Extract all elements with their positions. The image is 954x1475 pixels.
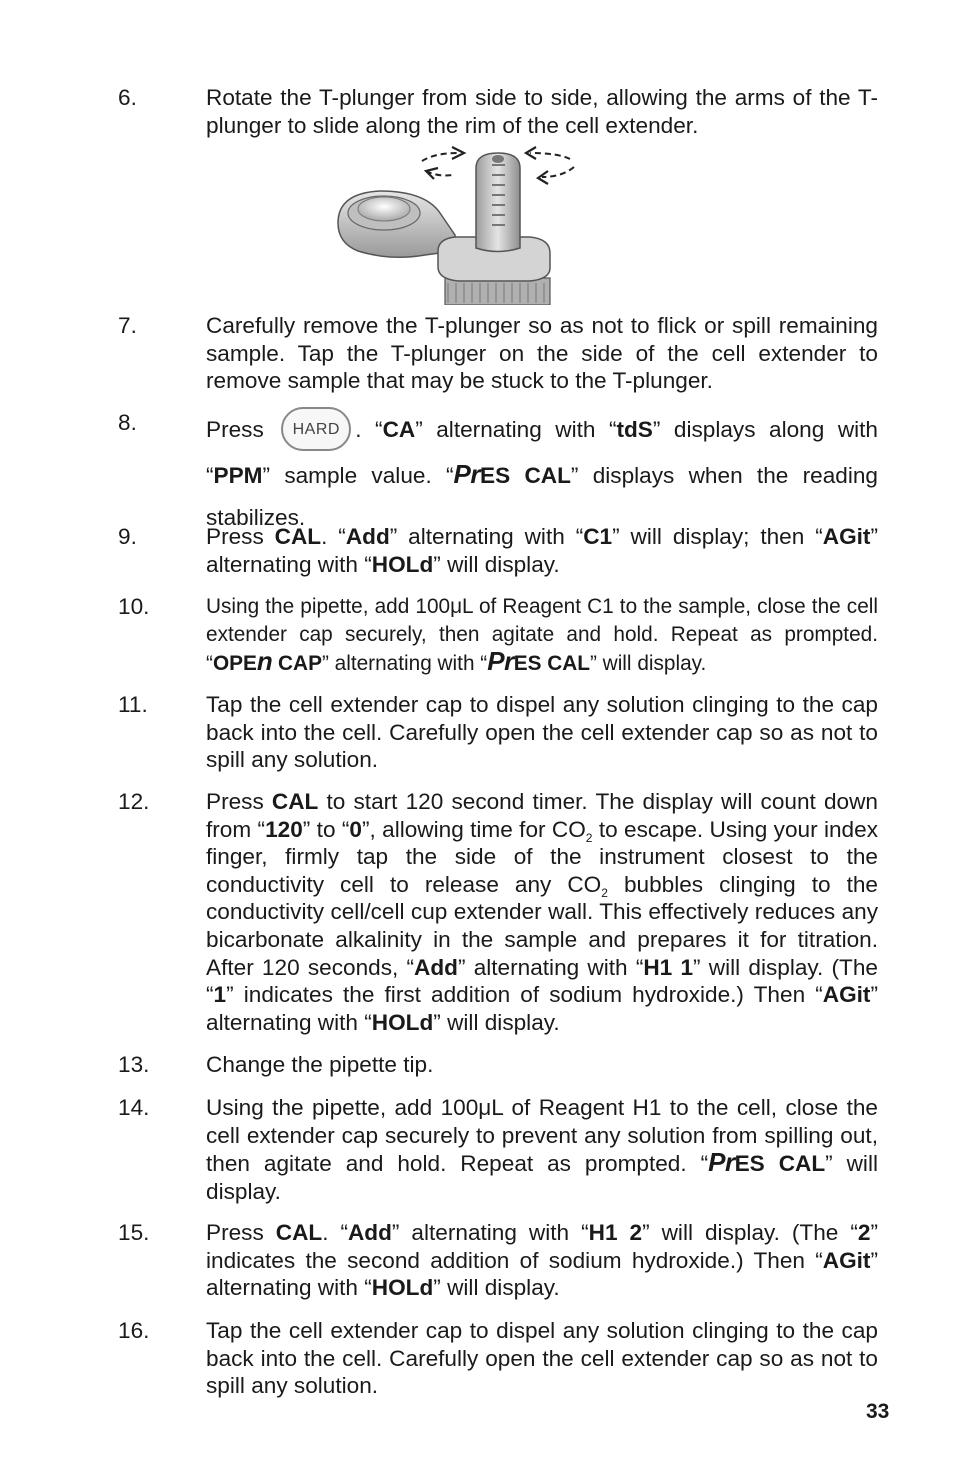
text-run: ” displays when the reading stabilizes. [206, 463, 878, 531]
text-run: ” indicates the second addition of sodium hydroxide.) Then “ [206, 1220, 878, 1273]
display-code: H1 2 [588, 1220, 643, 1245]
text-run: Press [206, 1220, 276, 1245]
text-run: ” alternating with “ [391, 1220, 589, 1245]
display-code: 2 [857, 1220, 871, 1245]
display-code: HOLd [371, 1275, 434, 1301]
hard-button-icon: HARD [281, 407, 351, 451]
display-code: Add [345, 524, 390, 549]
step-text [206, 1219, 878, 1302]
text-run: ” will display. [433, 551, 560, 577]
step-text [206, 1317, 878, 1400]
text-run: ” alternating with “ [389, 524, 584, 549]
text-run: Rotate the T-plunger from side to side, allowing the arms of the T-plunger to slide along the rim of the cell extender. [206, 85, 878, 138]
step-number: 8. [118, 410, 137, 435]
text-run: Tap the cell extender cap to dispel any solution clinging to the cap back into the cell. Carefully open the cell extender cap so as not to spill any solution. [206, 1318, 878, 1399]
text-run: ” indicates the first addition of sodium hydroxide.) Then “ [226, 982, 823, 1008]
display-code: CAL [274, 524, 322, 549]
display-code: ES CAL [480, 463, 571, 489]
display-code: AGit [822, 1247, 871, 1273]
step-number: 13. [118, 1052, 150, 1077]
text-run: Using the pipette, add 100μL of Reagent H1 to the cell, close the cell extender cap securely to prevent any solution from spilling out, then agitate and hold. Repeat as prompted. “ [206, 1095, 878, 1177]
text-run: . “ [355, 417, 383, 442]
step-number: 7. [118, 313, 137, 338]
step-text [206, 593, 878, 678]
text-run: ” displays along with “ [206, 417, 878, 489]
display-code: CAL [275, 1220, 323, 1245]
text-run: ” alternating with “ [206, 982, 878, 1035]
text-run: ” alternating with “ [415, 417, 617, 442]
step-text [206, 409, 878, 539]
t-plunger-illustration [330, 143, 590, 305]
text-run: ”, allowing time for CO [361, 816, 586, 842]
text-run: to escape. Using your index finger, firmly tap the side of the instrument closest to the conductivity cell to release any CO [206, 816, 878, 897]
text-run: ” will display. [206, 1151, 878, 1204]
text-run: . “ [322, 1220, 348, 1245]
page-number: 33 [866, 1400, 890, 1423]
display-code: H1 1 [643, 954, 694, 980]
text-run: ” sample value. “ [262, 463, 454, 489]
step-number: 14. [118, 1095, 150, 1120]
display-code: 120 [265, 816, 303, 842]
display-code: CAP [272, 652, 322, 676]
text-run: ” will display. [589, 652, 707, 676]
display-code: AGit [822, 982, 871, 1008]
lcd-glyph: Pr [708, 1147, 735, 1178]
text-run: ” to “ [302, 816, 350, 842]
text-run: ” will display. [433, 1009, 560, 1035]
display-code: CA [382, 417, 416, 442]
step-text [206, 691, 878, 774]
display-code: AGit [822, 524, 871, 549]
display-code: Add [414, 954, 458, 980]
text-run: Press [206, 789, 272, 814]
step-number: 10. [118, 594, 150, 619]
subscript: 2 [585, 830, 593, 845]
display-code: C1 [583, 524, 613, 549]
text-run: ” alternating with “ [206, 524, 878, 577]
text-run: Tap the cell extender cap to dispel any solution clinging to the cap back into the cell. Carefully open the cell extender cap so as not to spill any solution. [206, 692, 878, 773]
step-text [206, 788, 878, 1036]
step-number: 12. [118, 789, 150, 814]
display-code: 1 [213, 982, 227, 1008]
text-run: ” alternating with “ [457, 954, 644, 980]
display-code: HOLd [371, 551, 434, 577]
text-run: ” will display. (The “ [642, 1220, 858, 1245]
display-code: ES CAL [513, 652, 590, 676]
lcd-glyph: Pr [487, 646, 514, 677]
lcd-glyph: n [256, 646, 273, 677]
display-code: HOLd [371, 1009, 434, 1035]
display-code: OPE [212, 652, 257, 676]
text-run: ” will display. (The “ [206, 954, 878, 1008]
text-run: Press [206, 417, 278, 442]
text-run: bubbles clinging to the conductivity cell/cell cup extender wall. This effectively reduces any bicarbonate alkalinity in the sample and prepares it for titration. After 120 seconds, “ [206, 871, 878, 980]
display-code: Add [347, 1220, 392, 1245]
display-code: PPM [213, 463, 263, 489]
step-number: 11. [118, 692, 148, 717]
text-run: Carefully remove the T-plunger so as not to flick or spill remaining sample. Tap the T-plunger on the side of the cell extender to remove sample that may be stuck to the T-plunger. [206, 313, 878, 394]
text-run: ” alternating with “ [206, 1247, 878, 1301]
step-text [206, 523, 878, 578]
text-run: ” will display. [433, 1275, 560, 1301]
text-run: Using the pipette, add 100μL of Reagent C1 to the sample, close the cell extender cap securely, then agitate and hold. Repeat as prompted. “ [206, 595, 878, 676]
text-run: to start 120 second timer. The display will count down from “ [206, 789, 878, 842]
step-text [206, 1094, 878, 1205]
text-run: . “ [321, 524, 346, 549]
subscript: 2 [601, 885, 608, 900]
step-number: 6. [118, 85, 137, 110]
text-run: Change the pipette tip. [206, 1052, 434, 1077]
lcd-glyph: Pr [453, 459, 481, 490]
text-run: Press [206, 524, 275, 549]
step-text [206, 312, 878, 395]
display-code: 0 [349, 816, 362, 842]
step-number: 15. [118, 1220, 150, 1245]
step-number: 16. [118, 1318, 150, 1343]
step-text [206, 84, 878, 139]
display-code: ES CAL [734, 1151, 826, 1177]
text-run: ” alternating with “ [321, 652, 488, 676]
step-text [206, 1051, 878, 1079]
step-number: 9. [118, 524, 137, 549]
display-code: tdS [616, 417, 653, 442]
display-code: CAL [271, 789, 319, 814]
text-run: ” will display; then “ [612, 524, 823, 549]
